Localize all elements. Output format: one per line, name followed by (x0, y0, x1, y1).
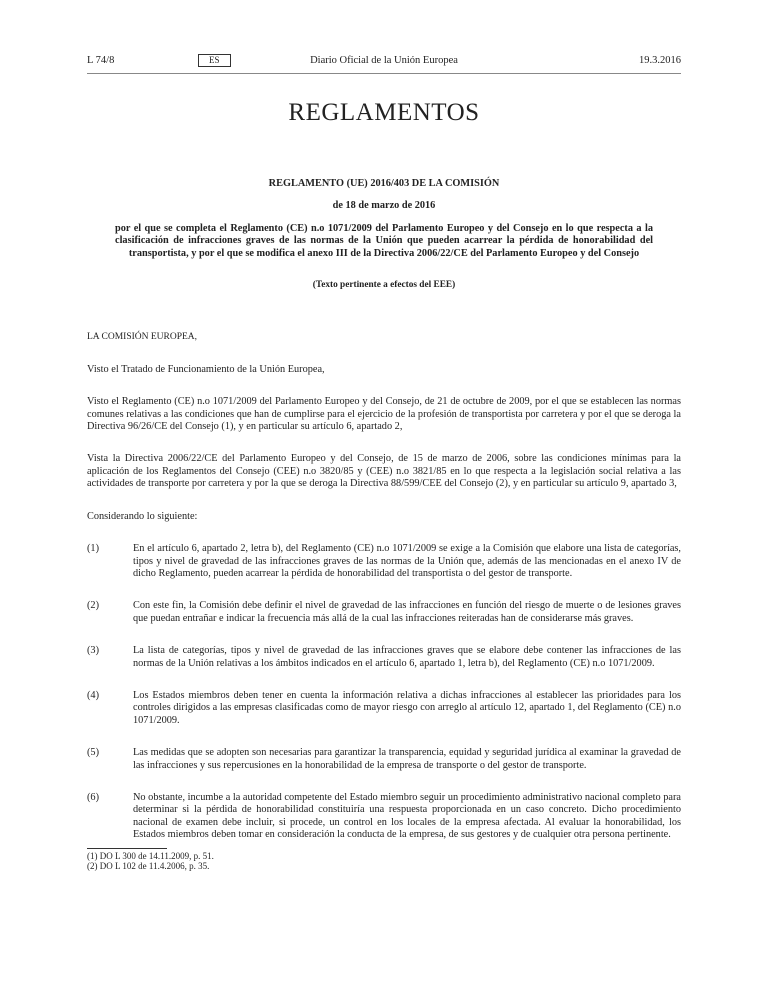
footnote-mark: (2) (87, 860, 98, 871)
recital (87, 690, 681, 727)
recital-text: No obstante, incumbe a la autoridad competente del Estado miembro seguir un procedimiento administrativo nacional completo para determinar si la pérdida de honorabilidad constituiría una respuesta proporcionada en un caso concreto. Dicho procedimiento nacional de examen debe incluir, si procede, un control en los locales de la empresa afectada. Al evaluar la honorabilidad, los Estados miembros deben tomar en consideración la conducta de la empresa, de sus gestores y de cualquier otra persona pertinente. (133, 791, 681, 841)
footnote (87, 861, 681, 871)
footnote-rule (87, 848, 167, 849)
footnote-mark: (1) (87, 850, 98, 861)
issue-date: 19.3.2016 (639, 55, 681, 66)
recital (87, 792, 681, 842)
preamble-citation: Visto el Reglamento (CE) n.o 1071/2009 del Parlamento Europeo y del Consejo, de 21 de octubre de 2009, por el que se establecen las normas comunes relativas a las condiciones que han de cumplirse para el ejercicio de la profesión de transportista por carretera y por el que se deroga la Directiva 96/26/CE del Consejo (1), y en particular su artículo 6, apartado 2, (87, 396, 681, 433)
recital-number: (1) (87, 543, 100, 555)
regulation-title: REGLAMENTO (UE) 2016/403 DE LA COMISIÓN (268, 178, 500, 189)
recital-number: (2) (87, 600, 100, 612)
journal-title: Diario Oficial de la Unión Europea (310, 55, 458, 66)
recital (87, 543, 681, 580)
recital-number: (3) (87, 645, 100, 657)
recital (87, 645, 681, 670)
preamble-citation: Vista la Directiva 2006/22/CE del Parlamento Europeo y del Consejo, de 15 de marzo de 2006, sobre las condiciones mínimas para la aplicación de los Reglamentos del Consejo (CEE) n.o 3820/85 y (CEE) n.o 3821/85 en lo que respecta a la legislación social relativa a las actividades de transporte por carretera y por la que se deroga la Directiva 88/599/CEE del Consejo (2), y en particular su artículo 9, apartado 3, (87, 453, 681, 490)
page-reference: L 74/8 (87, 55, 115, 66)
recital-text: En el artículo 6, apartado 2, letra b), del Reglamento (CE) n.o 1071/2009 se exige a la Comisión que elabore una lista de categorías, tipos y nivel de gravedad de las infracciones graves de las normas de la Unión que, además de las mencionadas en el anexo IV de dicho Reglamento, pueden acarrear la pérdida de honorabilidad del transportista o del gestor de transporte. (133, 543, 681, 579)
preamble-institution: LA COMISIÓN EUROPEA, (87, 332, 198, 343)
preamble-considering: Considerando lo siguiente: (87, 510, 198, 522)
footnote-text: DO L 102 de 11.4.2006, p. 35. (99, 860, 210, 871)
recital (87, 600, 681, 625)
recital-number: (4) (87, 689, 100, 701)
preamble-citation: Visto el Tratado de Funcionamiento de la Unión Europea, (87, 363, 325, 375)
footnote-text: DO L 300 de 14.11.2009, p. 51. (99, 850, 214, 861)
section-title: REGLAMENTOS (288, 99, 480, 126)
recital-text: Con este fin, la Comisión debe definir el nivel de gravedad de las infracciones en función del riesgo de muerte o de lesiones graves que puedan entrañar e indicar la frecuencia más allá de la cual las infracciones reiteradas han de considerarse más graves. (133, 600, 681, 624)
document-body (87, 98, 681, 871)
regulation-subject: por el que se completa el Reglamento (CE) n.o 1071/2009 del Parlamento Europeo y del Consejo en lo que respecta a la clasificación de infracciones graves de las normas de la Unión que pueden acarrear la pérdida de honorabilidad del transportista, y por el que se modifica el anexo III de la Directiva 2006/22/CE del Parlamento Europeo y del Consejo (115, 222, 653, 259)
recital-number: (6) (87, 791, 100, 803)
recital-text: Los Estados miembros deben tener en cuenta la información relativa a dichas infracciones al establecer las prioridades para los controles dirigidos a las empresas clasificadas como de mayor riesgo con arreglo al artículo 12, apartado 1, del Reglamento (CE) n.o 1071/2009. (133, 689, 681, 726)
footnote (87, 851, 681, 861)
page-header (87, 55, 681, 69)
recital-text: La lista de categorías, tipos y nivel de gravedad de las infracciones graves que se elabore debe contener las infracciones de las normas de la Unión relativas a los ámbitos indicados en el artículo 6, apartado 1, letra b), del Reglamento (CE) n.o 1071/2009. (133, 645, 681, 669)
recital-number: (5) (87, 747, 100, 759)
header-rule (87, 73, 681, 74)
language-badge: ES (198, 54, 231, 67)
recital (87, 747, 681, 772)
eee-note: (Texto pertinente a efectos del EEE) (312, 280, 456, 291)
regulation-date: de 18 de marzo de 2016 (332, 200, 436, 212)
recital-text: Las medidas que se adopten son necesarias para garantizar la transparencia, equidad y seguridad jurídica al examinar la gravedad de las infracciones y sus repercusiones en la honorabilidad de la empresa de transporte o del gestor de transporte. (133, 747, 681, 771)
